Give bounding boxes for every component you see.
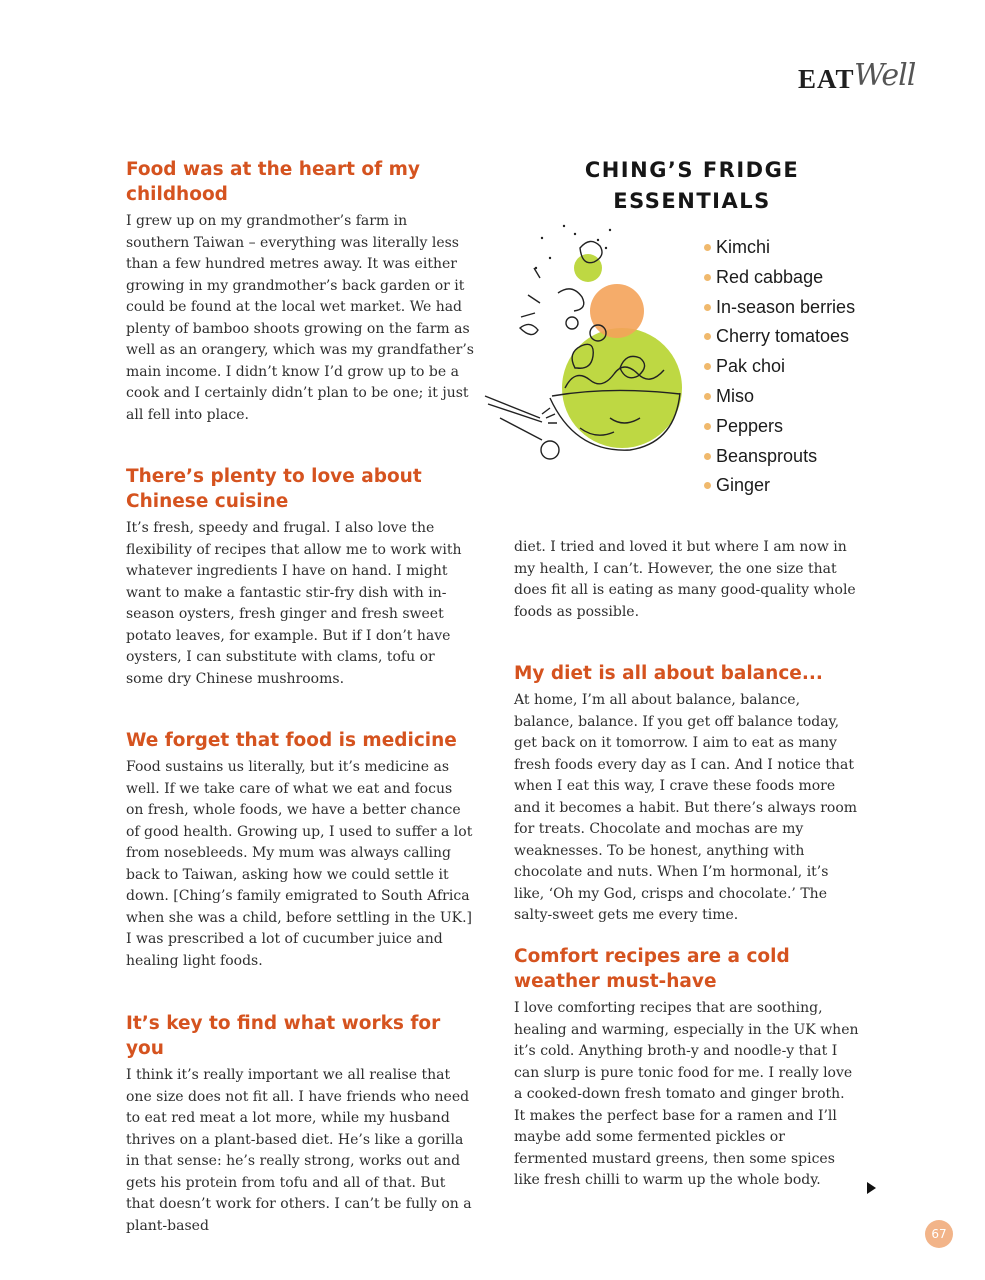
list-item: Red cabbage xyxy=(704,263,855,293)
article-section xyxy=(126,464,474,690)
bullet-icon xyxy=(704,274,711,281)
section-body: I grew up on my grandmother’s farm in southern Taiwan – everything was literally less than a few hundred metres away. It was either growing in my grandmother’s back garden or it could be found at the local wet market. We had plenty of bamboo shoots growing on the farm as well as an orangery, which was my grandfather’s main income. I didn’t know I’d grow up to be a cook and I certainly didn’t plan to be one; it just all fell into place. xyxy=(126,213,474,423)
bullet-icon xyxy=(704,423,711,430)
salad-bowl-illustration xyxy=(480,218,690,468)
section-heading: It’s key to find what works for you xyxy=(126,1013,441,1059)
list-item: Pak choi xyxy=(704,352,855,382)
section-heading: Comfort recipes are a cold weather must-have xyxy=(514,946,790,992)
continuation-text: diet. I tried and loved it but where I am now in my health, I can’t. However, the one size that does fit all is eating as many good-quality whole foods as possible. xyxy=(514,539,856,620)
list-item: Miso xyxy=(704,382,855,412)
fridge-essentials-list xyxy=(704,233,855,501)
list-item: Peppers xyxy=(704,412,855,442)
fridge-box-title: CHING’S FRIDGE ESSENTIALS xyxy=(584,158,800,213)
bullet-icon xyxy=(704,363,711,370)
bullet-icon xyxy=(704,482,711,489)
section-body: It’s fresh, speedy and frugal. I also love the flexibility of recipes that allow me to work with whatever ingredients I have on hand. I might want to make a fantastic stir-fry dish with in-season oysters, fresh ginger and fresh sweet potato leaves, for example. But if I don’t have oysters, I can substitute with clams, tofu or some dry Chinese mushrooms. xyxy=(126,520,462,687)
bullet-icon xyxy=(704,393,711,400)
article-section xyxy=(126,1011,474,1237)
article-section xyxy=(126,728,474,972)
list-item: Beansprouts xyxy=(704,442,855,472)
list-item: In-season berries xyxy=(704,293,855,323)
list-item: Cherry tomatoes xyxy=(704,322,855,352)
continue-arrow-icon xyxy=(867,1182,876,1194)
bullet-icon xyxy=(704,304,711,311)
list-item: Ginger xyxy=(704,471,855,501)
section-body: I love comforting recipes that are soothing, healing and warming, especially in the UK when it’s cold. Anything broth-y and noodle-y that I can slurp is pure tonic food for me. I really love a cooked-down fresh tomato and ginger broth. It makes the perfect base for a ramen and I’ll maybe add some fermented pickles or fermented mustard greens, then some spices like fresh chilli to warm up the whole body. xyxy=(514,1000,859,1188)
section-heading: We forget that food is medicine xyxy=(126,730,457,751)
section-body: At home, I’m all about balance, balance, balance, balance. If you get off balance today, get back on it tomorrow. I aim to eat as many fresh foods every day as I can. And I notice that when I eat this way, I crave these foods more and it becomes a habit. But there’s always room for treats. Chocolate and mochas are my weaknesses. To be honest, anything with chocolate and nuts. When I’m hormonal, it’s like, ‘Oh my God, crisps and chocolate.’ The salty-sweet gets me every time. xyxy=(514,692,858,923)
section-body: Food sustains us literally, but it’s medicine as well. If we take care of what we eat and focus on fresh, whole foods, we have a better chance of good health. Growing up, I used to suffer a lot from nosebleeds. My mum was always calling back to Taiwan, asking how we could settle it down. [Ching’s family emigrated to South Africa when she was a child, before settling in the UK.] I was prescribed a lot of cucumber juice and healing light foods. xyxy=(126,759,473,969)
section-heading: Food was at the heart of my childhood xyxy=(126,159,420,205)
bullet-icon xyxy=(704,244,711,251)
article-section xyxy=(126,157,474,426)
section-heading: My diet is all about balance... xyxy=(514,663,823,684)
section-heading: There’s plenty to love about Chinese cuisine xyxy=(126,466,422,512)
masthead-eat: EAT xyxy=(798,64,855,94)
bullet-icon xyxy=(704,333,711,340)
list-item: Kimchi xyxy=(704,233,855,263)
page-number: 67 xyxy=(925,1220,953,1248)
article-section xyxy=(514,661,859,927)
article-section xyxy=(514,944,859,1192)
section-body: I think it’s really important we all realise that one size does not fit all. I have friends who need to eat red meat a lot more, while my husband thrives on a plant-based diet. He’s like a gorilla in that sense: he’s really strong, works out and gets his protein from tofu and all of that. But that doesn’t work for others. I can’t be fully on a plant-based xyxy=(126,1067,472,1234)
right-column-continuation xyxy=(514,537,859,623)
masthead-well: Well xyxy=(854,58,916,93)
bullet-icon xyxy=(704,453,711,460)
